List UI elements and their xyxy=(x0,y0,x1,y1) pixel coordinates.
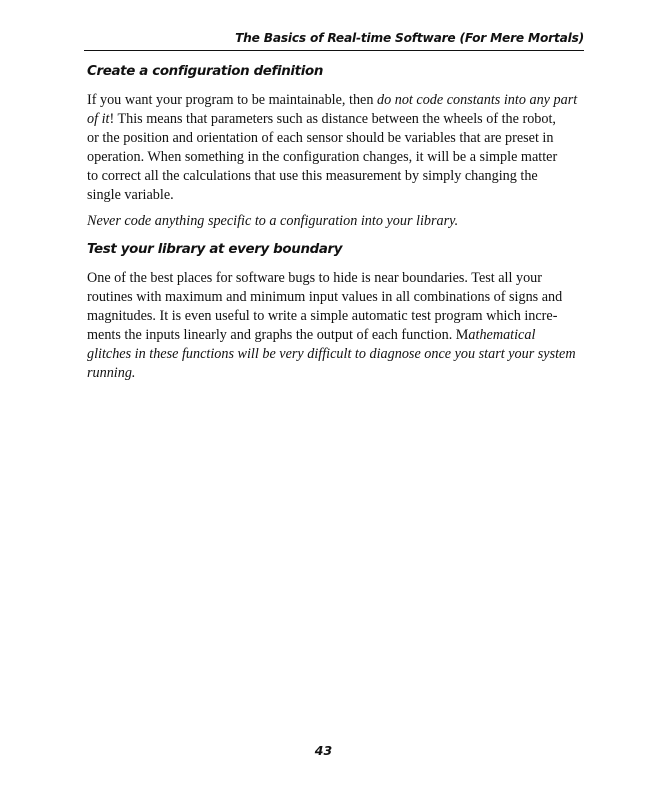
text-line: operation. When something in the configuration changes, it will be a simple matter xyxy=(87,149,558,165)
section-configuration-definition xyxy=(87,63,583,231)
text-line xyxy=(87,91,583,110)
text-run: ! This means that parameters such as distance between the wheels of the robot, xyxy=(109,111,556,127)
section-test-library xyxy=(87,241,583,383)
paragraph xyxy=(87,91,583,205)
running-header: The Basics of Real-time Software (For Mere Mortals) xyxy=(235,31,584,45)
text-line xyxy=(87,326,583,345)
text-line: single variable. xyxy=(87,187,174,203)
text-line xyxy=(87,110,583,129)
text-line: running. xyxy=(87,365,136,381)
emphasis-text: do not code constants into any part xyxy=(376,92,578,108)
text-line: to correct all the calculations that use this measurement by simply changing the xyxy=(87,168,538,184)
section-heading: Create a configuration definition xyxy=(87,64,324,79)
text-line: routines with maximum and minimum input values in all combinations of signs and xyxy=(87,289,563,305)
text-run: ments the inputs linearly and graphs the output of each function. M xyxy=(87,327,469,343)
page-number: 43 xyxy=(314,743,333,758)
text-line: One of the best places for software bugs to hide is near boundaries. Test all your xyxy=(87,270,542,286)
text-line: glitches in these functions will be very difficult to diagnose once you start your system xyxy=(87,346,576,362)
text-line: magnitudes. It is even useful to write a simple automatic test program which incre- xyxy=(87,308,558,324)
section-heading: Test your library at every boundary xyxy=(87,242,343,257)
page-content xyxy=(87,63,583,383)
emphasis-text: of it xyxy=(87,111,110,127)
paragraph xyxy=(87,269,583,383)
text-run: If you want your program to be maintainable, then xyxy=(87,92,377,108)
paragraph-emphasis xyxy=(87,212,583,231)
text-line: or the position and orientation of each sensor should be variables that are preset in xyxy=(87,130,554,146)
text-line: Never code anything specific to a configuration into your library. xyxy=(87,213,459,229)
header-rule xyxy=(84,50,584,51)
emphasis-text: athematical xyxy=(468,327,536,343)
